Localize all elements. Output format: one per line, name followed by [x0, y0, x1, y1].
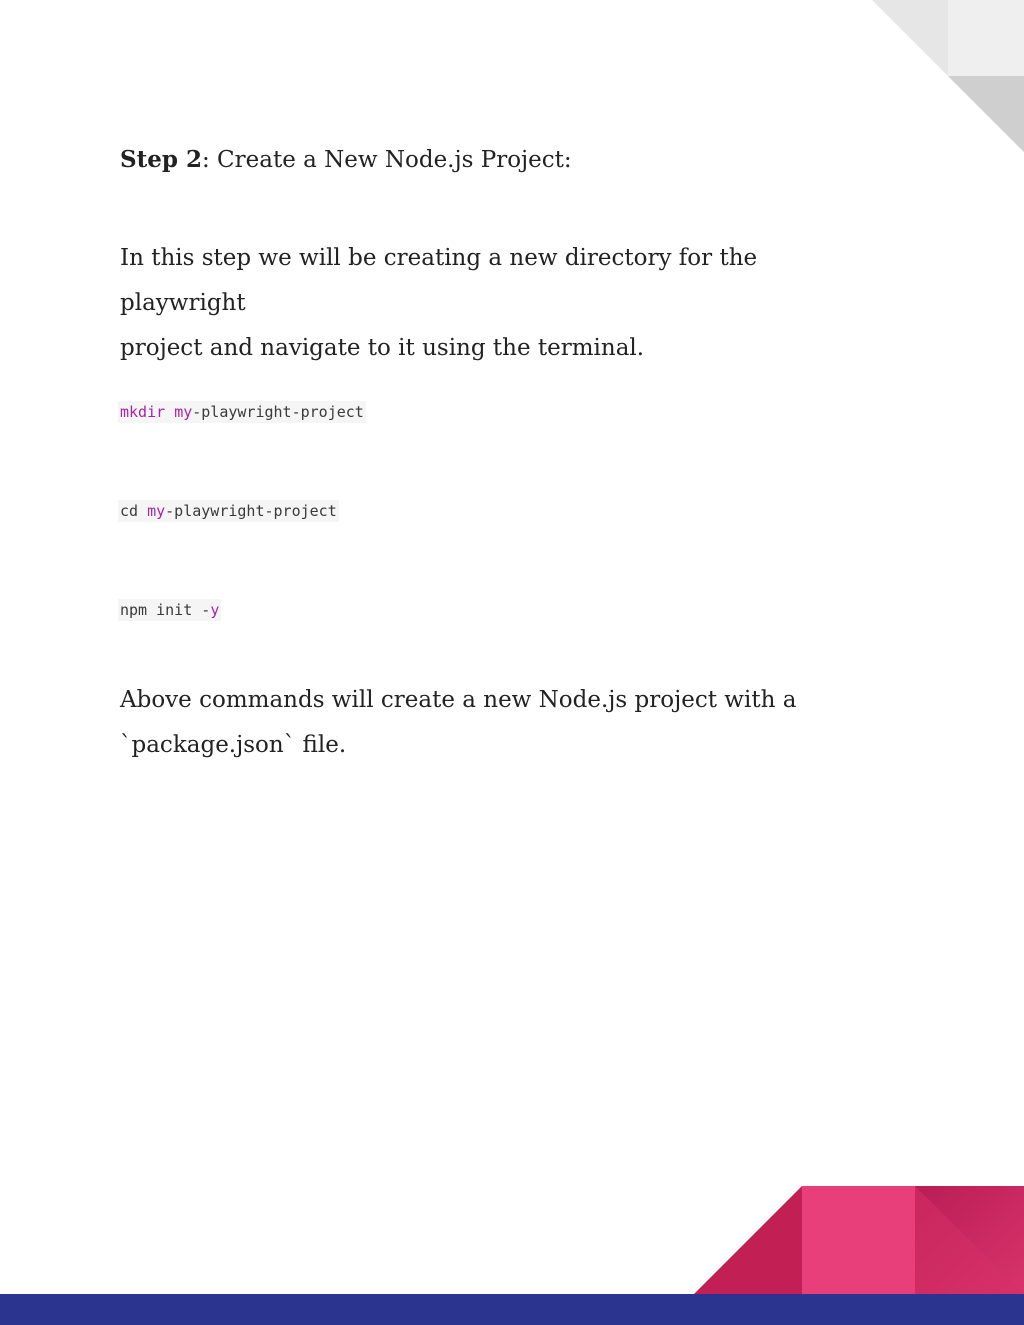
intro-line-2: project and navigate to it using the terminal. [120, 335, 645, 361]
intro-paragraph [120, 236, 880, 371]
code-text: cd [120, 502, 148, 520]
code-text: -playwright-project [165, 502, 337, 520]
code-space [165, 403, 174, 421]
intro-line-1: In this step we will be creating a new directory for the playwright [120, 245, 758, 316]
step-label: Step 2 [120, 146, 202, 173]
code-cd [118, 500, 339, 522]
code-npm-init [118, 599, 221, 621]
code-keyword: mkdir [120, 403, 166, 421]
code-keyword: y [210, 601, 220, 619]
step-title: : Create a New Node.js Project: [201, 147, 572, 173]
outro-paragraph [120, 678, 880, 768]
outro-line-2: `package.json` file. [120, 732, 347, 758]
corner-fold-decoration [860, 0, 1024, 160]
code-mkdir [118, 401, 366, 423]
outro-line-1: Above commands will create a new Node.js project with a [120, 687, 797, 713]
footer-band [0, 1294, 1024, 1325]
code-text: npm init - [120, 601, 211, 619]
code-text: -playwright-project [192, 403, 364, 421]
step-heading [120, 140, 880, 180]
document-content [120, 140, 880, 758]
code-keyword: my [147, 502, 166, 520]
code-keyword: my [174, 403, 193, 421]
